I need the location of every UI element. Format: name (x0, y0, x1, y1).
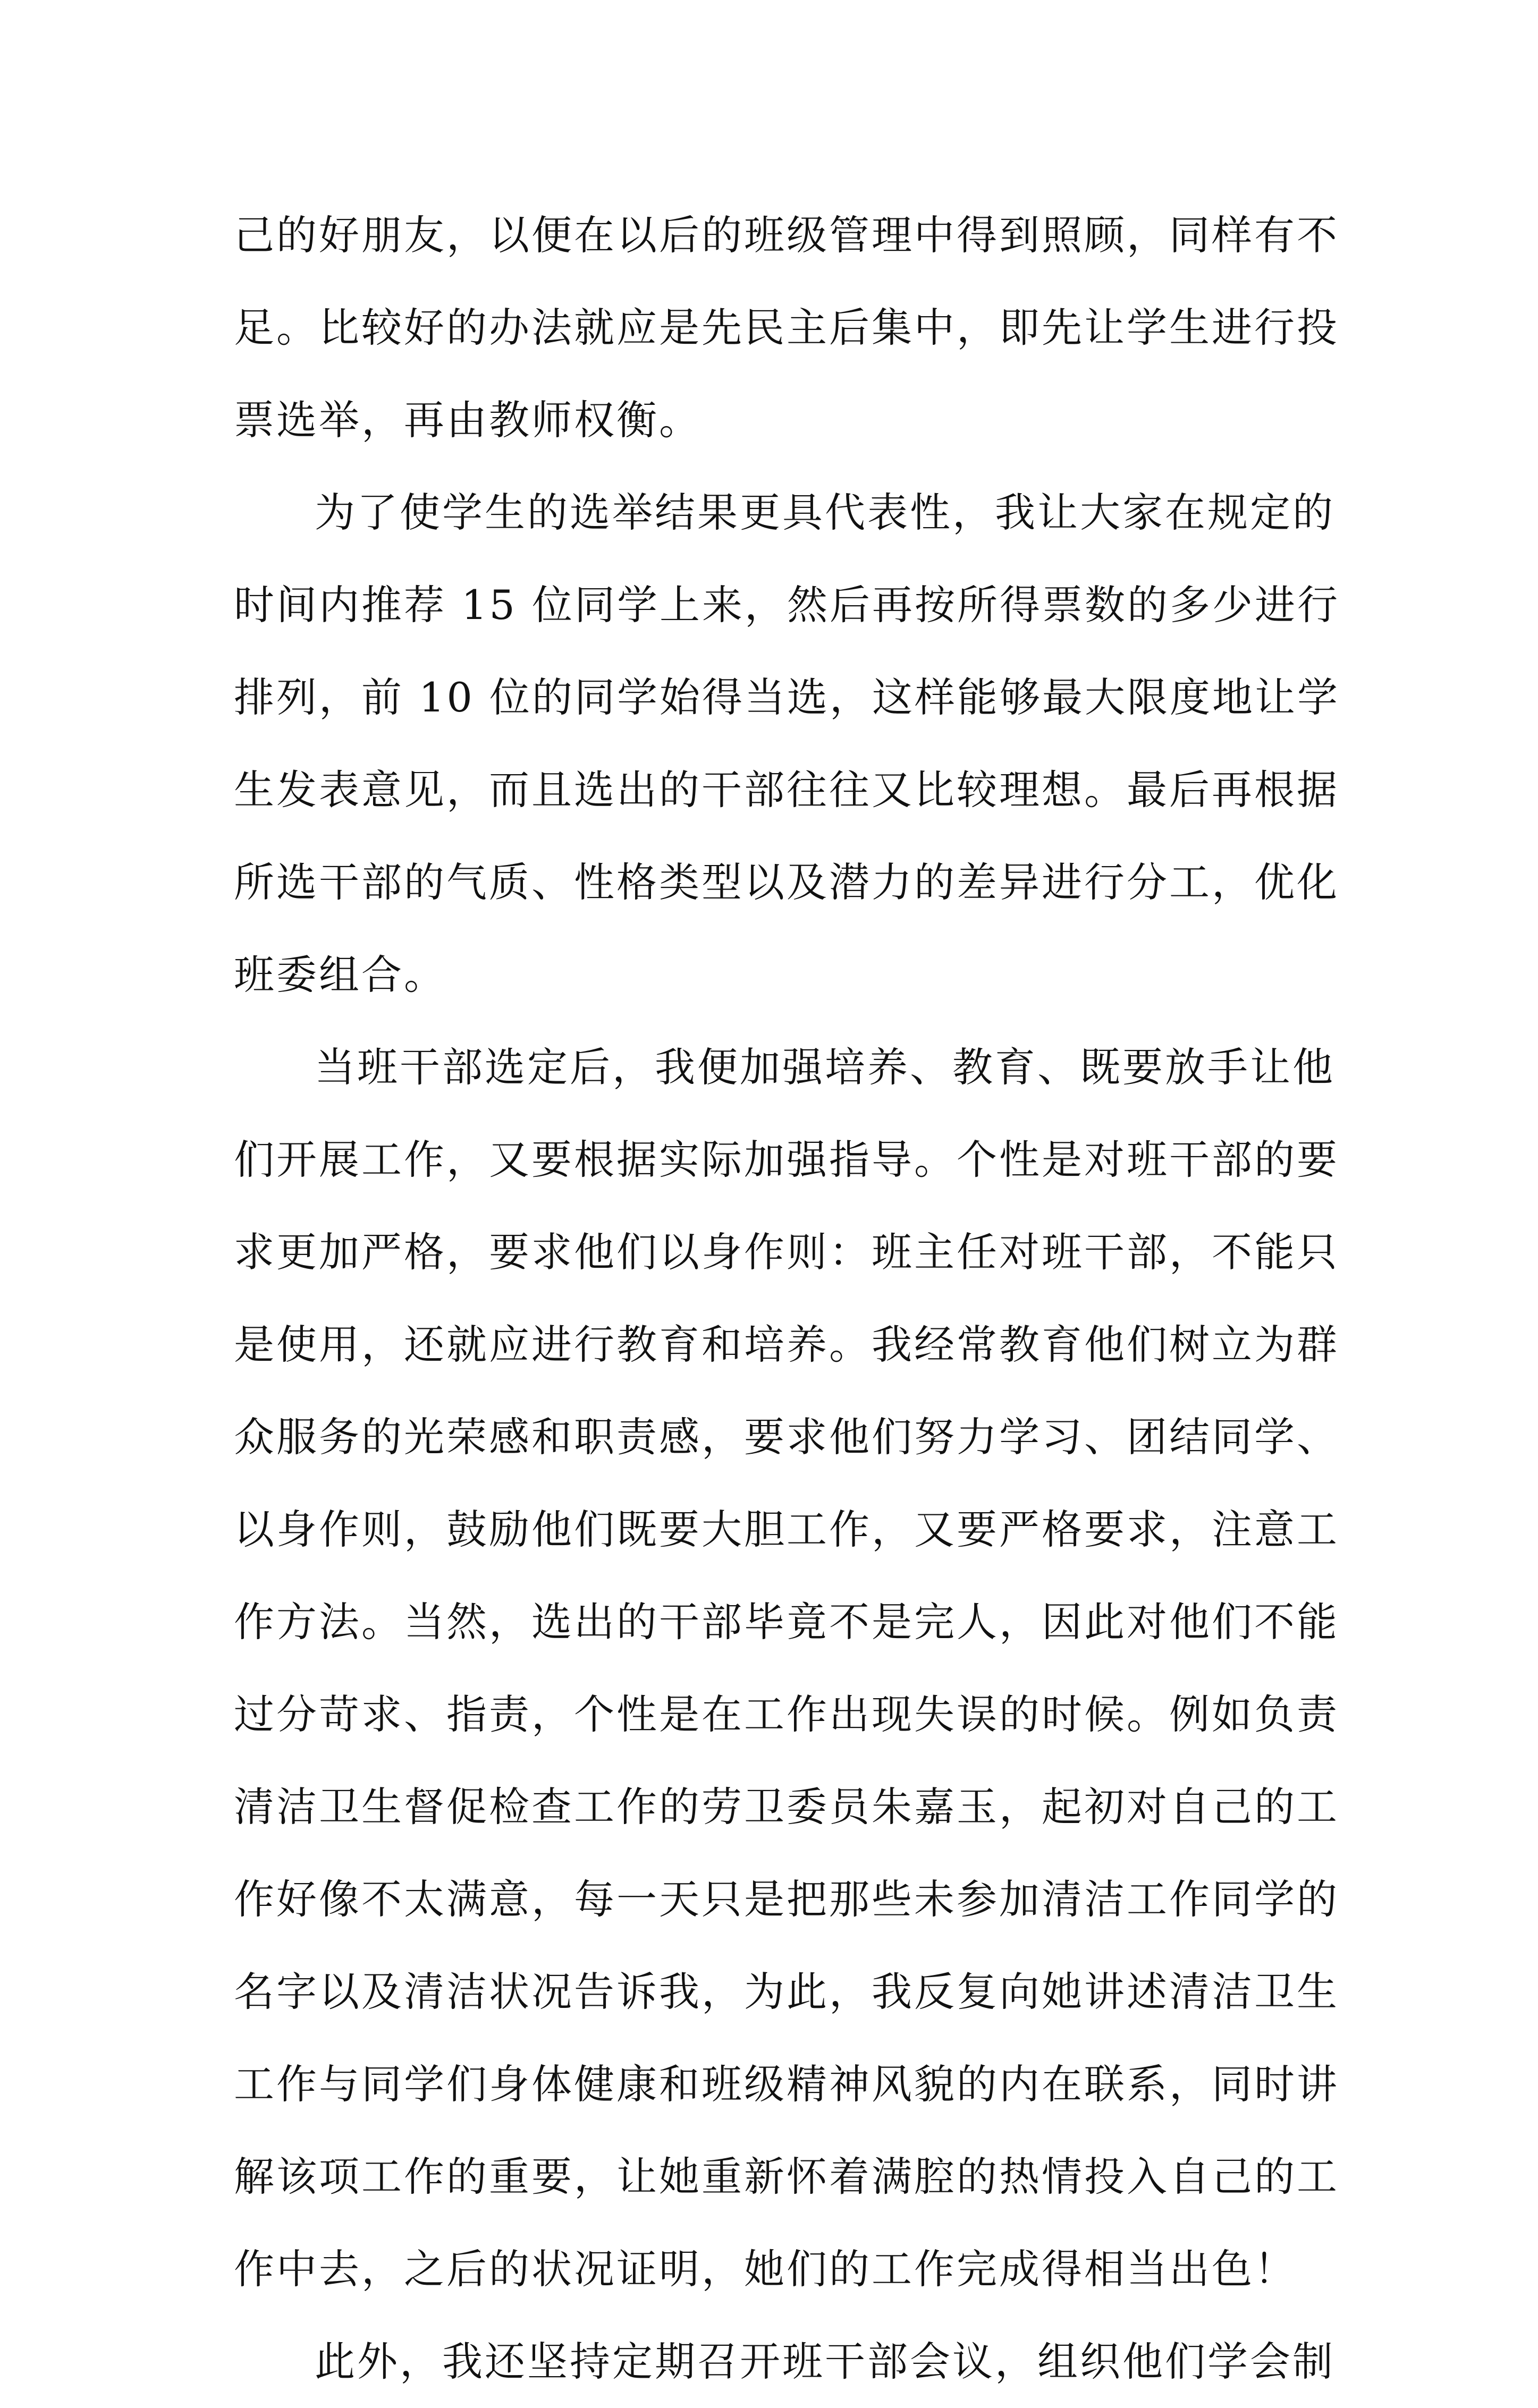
text-line: 们开展工作，又要根据实际加强指导。个性是对班干部的要 (234, 1136, 1339, 1183)
text-line: 以身作则，鼓励他们既要大胆工作，又要严格要求，注意工 (234, 1506, 1339, 1553)
text-line: 是使用，还就应进行教育和培养。我经常教育他们树立为群 (234, 1321, 1339, 1368)
text-line: 名字以及清洁状况告诉我，为此，我反复向她讲述清洁卫生 (234, 1968, 1339, 2015)
text-line: 过分苛求、指责，个性是在工作出现失误的时候。例如负责 (234, 1691, 1339, 1738)
text-line: 作好像不太满意，每一天只是把那些未参加清洁工作同学的 (234, 1876, 1339, 1923)
text-line: 清洁卫生督促检查工作的劳卫委员朱嘉玉，起初对自己的工 (234, 1783, 1339, 1830)
text-line: 作方法。当然，选出的干部毕竟不是完人，因此对他们不能 (234, 1598, 1339, 1646)
text-line: 己的好朋友，以便在以后的班级管理中得到照顾，同样有不 (234, 211, 1339, 259)
text-line: 求更加严格，要求他们以身作则：班主任对班干部，不能只 (234, 1228, 1339, 1276)
text-line: 工作与同学们身体健康和班级精神风貌的内在联系，同时讲 (234, 2061, 1339, 2108)
paragraph-first-line: 此外，我还坚持定期召开班干部会议，组织他们学会制 (315, 2338, 1335, 2385)
text-line: 足。比较好的办法就应是先民主后集中，即先让学生进行投 (234, 304, 1339, 351)
text-line: 所选干部的气质、性格类型以及潜力的差异进行分工，优化 (234, 859, 1339, 906)
text-line: 众服务的光荣感和职责感，要求他们努力学习、团结同学、 (234, 1413, 1339, 1461)
text-line: 票选举，再由教师权衡。 (234, 396, 702, 444)
text-line: 排列，前 10 位的同学始得当选，这样能够最大限度地让学 (234, 674, 1340, 721)
text-line: 班委组合。 (234, 951, 446, 998)
text-line: 作中去，之后的状况证明，她们的工作完成得相当出色！ (234, 2245, 1297, 2293)
text-line: 时间内推荐 15 位同学上来，然后再按所得票数的多少进行 (234, 581, 1340, 629)
body-text (234, 189, 1340, 2408)
text-line: 生发表意见，而且选出的干部往往又比较理想。最后再根据 (234, 766, 1339, 813)
paragraph-first-line: 为了使学生的选举结果更具代表性，我让大家在规定的 (315, 489, 1335, 536)
text-line: 解该项工作的重要，让她重新怀着满腔的热情投入自己的工 (234, 2153, 1339, 2200)
paragraph-first-line: 当班干部选定后，我便加强培养、教育、既要放手让他 (315, 1044, 1335, 1091)
